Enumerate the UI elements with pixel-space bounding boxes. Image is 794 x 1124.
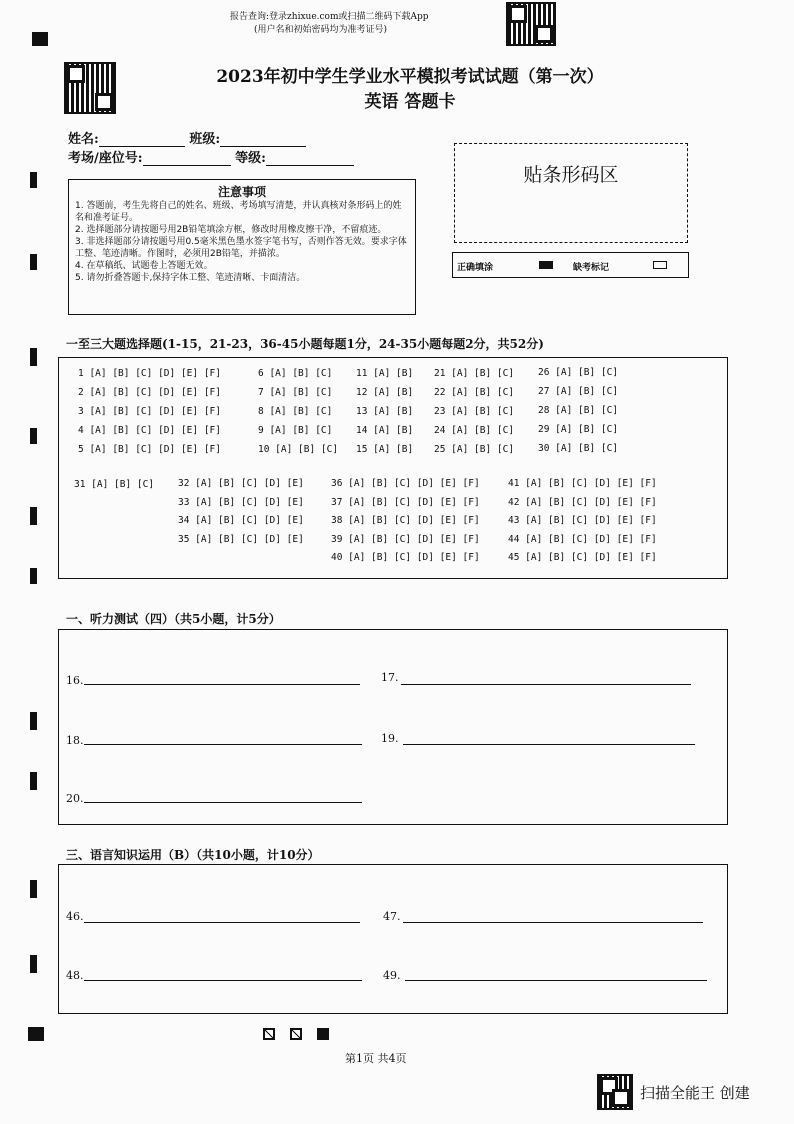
alignment-mark bbox=[30, 254, 37, 270]
alignment-mark bbox=[30, 712, 37, 730]
choice-row[interactable]: 23 [A] [B] [C] bbox=[434, 406, 515, 417]
answer-label-49: 49. bbox=[383, 969, 401, 982]
alignment-mark bbox=[30, 880, 37, 898]
choice-row[interactable]: 30 [A] [B] [C] bbox=[538, 443, 619, 454]
name-blank[interactable] bbox=[99, 134, 185, 147]
class-label: 班级: bbox=[189, 132, 221, 147]
choice-row[interactable]: 35 [A] [B] [C] [D] [E] bbox=[178, 533, 304, 545]
choice-row[interactable]: 13 [A] [B] bbox=[356, 406, 414, 417]
name-label: 姓名: bbox=[68, 132, 99, 147]
choice-row[interactable]: 22 [A] [B] [C] bbox=[434, 387, 515, 398]
report-query-line2: (用户名和初始密码均为准考证号) bbox=[254, 25, 388, 35]
answer-label-17: 17. bbox=[381, 671, 399, 684]
choice-row[interactable]: 6 [A] [B] [C] bbox=[258, 368, 333, 379]
name-field[interactable] bbox=[68, 128, 306, 147]
page-marker-icon bbox=[290, 1028, 302, 1040]
room-seat-label: 考场/座位号: bbox=[68, 151, 143, 166]
answer-line-46[interactable] bbox=[84, 922, 360, 923]
choice-row[interactable]: 3 [A] [B] [C] [D] [E] [F] bbox=[78, 406, 221, 417]
answer-label-47: 47. bbox=[383, 910, 401, 923]
choice-row[interactable]: 38 [A] [B] [C] [D] [E] [F] bbox=[331, 515, 480, 526]
page-marker-icon bbox=[263, 1028, 275, 1040]
listening-answer-box bbox=[58, 629, 728, 825]
class-blank[interactable] bbox=[220, 134, 306, 147]
choice-row[interactable]: 1 [A] [B] [C] [D] [E] [F] bbox=[78, 368, 221, 379]
choice-row[interactable]: 5 [A] [B] [C] [D] [E] [F] bbox=[78, 444, 221, 455]
page-number: 第1页 共4页 bbox=[345, 1052, 407, 1065]
answer-line-20[interactable] bbox=[84, 802, 362, 803]
choice-row[interactable]: 32 [A] [B] [C] [D] [E] bbox=[178, 478, 304, 489]
room-seat-blank[interactable] bbox=[143, 153, 231, 166]
section-language-title: 三、语言知识运用（B）（共10小题，计10分） bbox=[66, 848, 320, 862]
choice-row[interactable]: 39 [A] [B] [C] [D] [E] [F] bbox=[331, 533, 480, 545]
answer-line-49[interactable] bbox=[405, 980, 707, 981]
correct-fill-label: 正确填涂 bbox=[457, 263, 494, 273]
choice-row[interactable]: 28 [A] [B] [C] bbox=[538, 405, 619, 416]
notice-item: 5. 请勿折叠答题卡,保持字体工整、笔迹清晰、卡面清洁。 bbox=[75, 273, 306, 283]
fill-legend bbox=[452, 252, 689, 278]
choice-row[interactable]: 43 [A] [B] [C] [D] [E] [F] bbox=[508, 515, 657, 526]
notice-item: 4. 在草稿纸、试题卷上答题无效。 bbox=[75, 261, 213, 271]
alignment-mark bbox=[30, 348, 37, 366]
choice-row[interactable]: 21 [A] [B] [C] bbox=[434, 368, 515, 379]
choice-row[interactable]: 10 [A] [B] [C] bbox=[258, 444, 339, 455]
choice-row[interactable]: 9 [A] [B] [C] bbox=[258, 425, 333, 436]
choice-row[interactable]: 33 [A] [B] [C] [D] [E] bbox=[178, 496, 304, 508]
choice-row[interactable]: 36 [A] [B] [C] [D] [E] [F] bbox=[331, 478, 480, 489]
answer-line-19[interactable] bbox=[403, 744, 695, 745]
choice-row[interactable]: 2 [A] [B] [C] [D] [E] [F] bbox=[78, 387, 221, 398]
alignment-mark bbox=[28, 1027, 44, 1041]
answer-label-19: 19. bbox=[381, 732, 399, 745]
qr-code-scanner bbox=[597, 1074, 633, 1110]
answer-line-18[interactable] bbox=[84, 744, 362, 745]
alignment-mark bbox=[30, 955, 37, 973]
choice-row[interactable]: 42 [A] [B] [C] [D] [E] [F] bbox=[508, 496, 657, 508]
section-choice-title: 一至三大题选择题(1-15，21-23，36-45小题每题1分，24-35小题每题2分，共52分) bbox=[66, 337, 544, 351]
grade-blank[interactable] bbox=[266, 153, 354, 166]
qr-code-left bbox=[64, 62, 116, 114]
scanner-watermark: 扫描全能王 创建 bbox=[640, 1084, 750, 1102]
notice-item: 2. 选择题部分请按题号用2B铅笔填涂方框，修改时用橡皮擦干净，不留痕迹。 bbox=[75, 225, 387, 235]
page-title: 2023年初中学生学业水平模拟考试试题（第一次） bbox=[216, 67, 604, 87]
choice-row[interactable]: 26 [A] [B] [C] bbox=[538, 367, 619, 378]
notice-item: 3. 非选择题部分请按题号用0.5毫米黑色墨水签字笔书写，否则作答无效。要求字体工整、笔迹清晰。作图时，必须用2B铅笔，并描浓。 bbox=[75, 237, 407, 259]
answer-line-48[interactable] bbox=[84, 980, 362, 981]
answer-label-18: 18. bbox=[66, 734, 84, 747]
grade-label: 等级: bbox=[235, 151, 266, 166]
alignment-mark bbox=[30, 568, 37, 584]
answer-line-17[interactable] bbox=[401, 684, 691, 685]
barcode-area: 贴条形码区 bbox=[454, 143, 688, 243]
room-seat-field[interactable] bbox=[68, 147, 354, 166]
choice-row[interactable]: 37 [A] [B] [C] [D] [E] [F] bbox=[331, 496, 480, 508]
alignment-mark bbox=[30, 507, 37, 525]
language-answer-box bbox=[58, 864, 728, 1014]
choice-row[interactable]: 31 [A] [B] [C] bbox=[74, 479, 155, 490]
choice-row[interactable]: 8 [A] [B] [C] bbox=[258, 406, 333, 417]
absent-mark-box[interactable] bbox=[653, 261, 667, 269]
choice-row[interactable]: 11 [A] [B] bbox=[356, 368, 414, 379]
notice-box bbox=[68, 179, 416, 315]
choice-row[interactable]: 4 [A] [B] [C] [D] [E] [F] bbox=[78, 425, 221, 436]
choice-row[interactable]: 44 [A] [B] [C] [D] [E] [F] bbox=[508, 533, 657, 545]
answer-label-48: 48. bbox=[66, 969, 84, 982]
answer-label-20: 20. bbox=[66, 792, 84, 805]
absent-mark-label: 缺考标记 bbox=[573, 263, 610, 273]
notice-title: 注意事项 bbox=[217, 185, 266, 199]
alignment-mark bbox=[30, 172, 37, 188]
qr-code-top bbox=[506, 2, 556, 46]
alignment-mark bbox=[30, 772, 37, 790]
answer-label-16: 16. bbox=[66, 674, 84, 687]
choice-row[interactable]: 7 [A] [B] [C] bbox=[258, 387, 333, 398]
answer-line-16[interactable] bbox=[84, 684, 360, 685]
alignment-mark bbox=[30, 428, 37, 444]
report-query-line1: 报告查询:登录zhixue.com或扫描二维码下载App bbox=[230, 12, 429, 22]
answer-label-46: 46. bbox=[66, 910, 84, 923]
section-listening-title: 一、听力测试（四）（共5小题，计5分） bbox=[66, 612, 281, 626]
choice-row[interactable]: 27 [A] [B] [C] bbox=[538, 386, 619, 397]
alignment-mark bbox=[32, 32, 48, 46]
choice-row[interactable]: 14 [A] [B] bbox=[356, 425, 414, 436]
choice-row[interactable]: 45 [A] [B] [C] [D] [E] [F] bbox=[508, 552, 657, 563]
page-subtitle: 英语 答题卡 bbox=[364, 92, 456, 112]
choice-row[interactable]: 15 [A] [B] bbox=[356, 444, 414, 455]
choice-row[interactable]: 25 [A] [B] [C] bbox=[434, 444, 515, 455]
choice-row[interactable]: 12 [A] [B] bbox=[356, 387, 414, 398]
choice-row[interactable]: 29 [A] [B] [C] bbox=[538, 424, 619, 435]
notice-item: 1. 答题前，考生先将自己的姓名、班级、考场填写清楚，并认真核对条形码上的姓名和准考证号。 bbox=[75, 201, 402, 223]
choice-row[interactable]: 41 [A] [B] [C] [D] [E] [F] bbox=[508, 478, 657, 489]
correct-fill-sample bbox=[539, 261, 553, 269]
choice-row[interactable]: 40 [A] [B] [C] [D] [E] [F] bbox=[331, 552, 480, 563]
page-marker-filled bbox=[317, 1028, 329, 1040]
answer-line-47[interactable] bbox=[403, 922, 703, 923]
choice-row[interactable]: 34 [A] [B] [C] [D] [E] bbox=[178, 515, 304, 526]
choice-row[interactable]: 24 [A] [B] [C] bbox=[434, 425, 515, 436]
